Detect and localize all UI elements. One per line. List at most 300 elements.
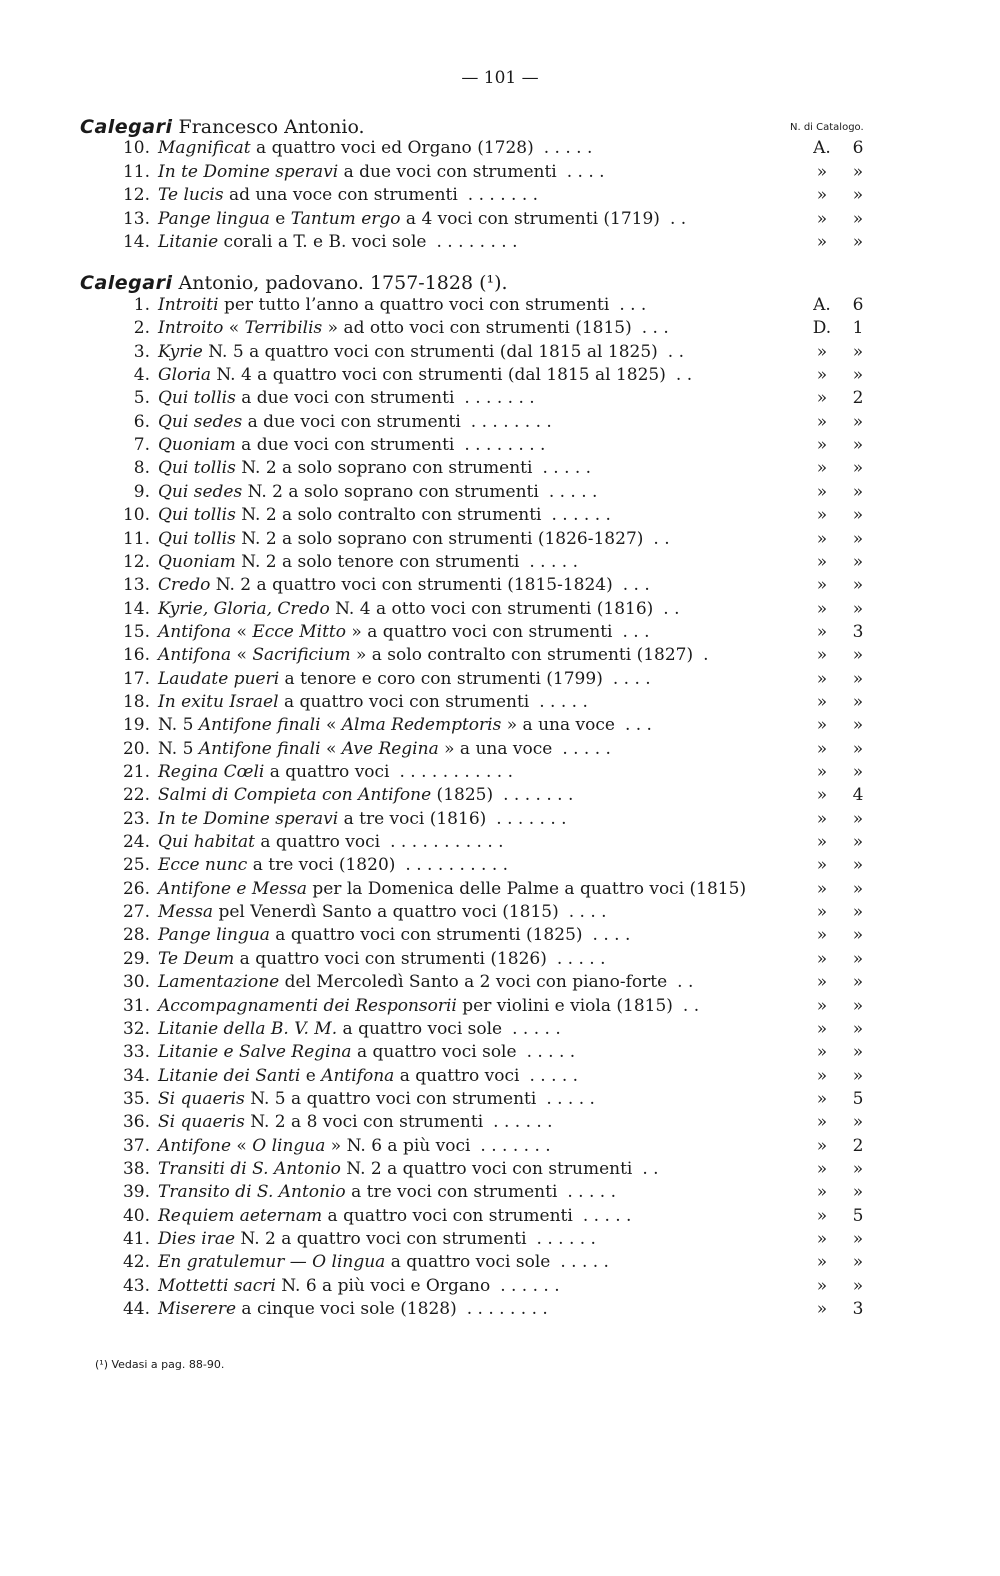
catalog-number: » <box>852 1112 864 1133</box>
leader-dots: . . . . . <box>582 1205 632 1226</box>
entry-title-italic: Mottetti sacri <box>158 1275 276 1296</box>
entry-title <box>158 138 592 158</box>
leader-dots: . . . . . . . . <box>464 435 546 456</box>
leader-dots: . . . . . <box>556 948 606 969</box>
entry-title-italic: Antifona <box>158 645 232 666</box>
entry-title <box>158 949 606 969</box>
leader-dots: . . . . <box>566 161 605 182</box>
list-item <box>0 342 1000 365</box>
catalog-letter: » <box>816 1205 828 1226</box>
entry-number: 13. <box>122 208 150 229</box>
entry-title-text: e <box>269 208 291 229</box>
list-item <box>0 762 1000 785</box>
footnote: (¹) Vedasi a pag. 88-90. <box>95 1358 225 1371</box>
entry-title-italic: Transiti di S. Antonio <box>158 1158 341 1179</box>
list-item <box>0 785 1000 808</box>
entry-title-italic: Kyrie <box>158 341 203 362</box>
entry-title-text: a quattro voci <box>394 1065 520 1086</box>
entry-title <box>158 162 605 182</box>
entry-number: 37. <box>122 1135 150 1156</box>
catalog-letter: » <box>816 365 828 386</box>
catalog-number: » <box>852 1065 864 1086</box>
entry-title <box>158 1066 578 1086</box>
list-item <box>0 295 1000 318</box>
catalog-number: » <box>852 855 864 876</box>
entry-title-italic: Transito di S. Antonio <box>158 1182 346 1203</box>
list-item <box>0 879 1000 902</box>
list-item <box>0 855 1000 878</box>
entry-title-text: » a una voce <box>438 738 553 759</box>
leader-dots: . . . . <box>592 925 631 946</box>
entry-title <box>158 209 686 229</box>
entry-title <box>158 1136 551 1156</box>
catalog-number: » <box>852 925 864 946</box>
catalog-letter: » <box>816 208 828 229</box>
entry-title <box>158 879 746 899</box>
catalog-number: » <box>852 668 864 689</box>
entry-title-text: a quattro voci sole <box>385 1252 551 1273</box>
entry-number: 3. <box>133 341 150 362</box>
catalog-letter: » <box>816 855 828 876</box>
entry-title-italic: Dies irae <box>158 1229 236 1249</box>
entry-title <box>158 1182 616 1202</box>
leader-dots: . . . . . <box>546 1088 595 1109</box>
entry-title-text: a due voci con strumenti <box>338 161 557 182</box>
entry-title-italic: Litanie <box>158 232 219 252</box>
entry-title-text: N. 5 <box>158 715 199 736</box>
list-item <box>0 1112 1000 1135</box>
entry-title-italic: Sacrificium <box>252 645 351 666</box>
leader-dots: . . . . . <box>567 1182 617 1203</box>
entry-number: 14. <box>122 598 150 619</box>
entry-title-italic: Ave Regina <box>341 738 439 759</box>
entry-title-italic: Litanie e Salve Regina <box>158 1042 352 1063</box>
catalog-number: » <box>852 808 864 829</box>
entry-number: 10. <box>122 505 150 526</box>
catalog-letter: » <box>816 1252 828 1273</box>
entry-title-italic: O lingua <box>252 1135 326 1156</box>
entry-number: 10. <box>122 138 150 158</box>
entry-title-italic: Antifone e Messa <box>158 878 307 899</box>
catalog-number: 6 <box>852 138 864 158</box>
entry-number: 19. <box>122 715 150 736</box>
entry-title-italic: Introiti <box>158 295 219 315</box>
entry-title-text: a tenore e coro con strumenti (1799) <box>279 668 603 689</box>
catalog-number: » <box>852 832 864 853</box>
catalog-letter: » <box>816 972 828 993</box>
catalog-number: » <box>852 1042 864 1063</box>
entry-title <box>158 669 651 689</box>
catalog-number: » <box>852 208 864 229</box>
catalog-letter: » <box>816 1299 828 1320</box>
list-item <box>0 505 1000 528</box>
leader-dots: . . . . . . <box>500 1275 560 1296</box>
entry-title-italic: Quoniam <box>158 435 236 456</box>
entry-title-italic: Regina Cœli <box>158 762 265 782</box>
catalog-letter: » <box>816 1042 828 1063</box>
list-item <box>0 435 1000 458</box>
entry-number: 28. <box>122 925 150 946</box>
catalog-letter: » <box>816 1018 828 1039</box>
entry-title-text: » a solo contralto con strumenti (1827) <box>350 645 694 666</box>
heading-rest: Francesco Antonio. <box>172 116 365 138</box>
leader-dots: . . <box>675 365 693 386</box>
entry-number: 21. <box>122 762 150 782</box>
catalog-letter: » <box>816 458 828 479</box>
entry-title-italic: Ecce nunc <box>158 855 248 876</box>
catalog-letter: » <box>816 902 828 923</box>
entry-title <box>158 458 591 478</box>
entry-number: 26. <box>122 878 150 899</box>
entry-title-text: » ad otto voci con strumenti (1815) <box>322 318 632 339</box>
leader-dots: . . . . . . . . . . . <box>399 762 513 782</box>
entry-title-text: del Mercoledì Santo a 2 voci con piano-forte <box>279 972 668 993</box>
entry-title-text: » a una voce <box>501 715 615 736</box>
catalog-number: » <box>852 902 864 923</box>
entry-number: 8. <box>133 458 150 479</box>
entry-title-italic: Requiem aeternam <box>158 1205 323 1226</box>
entry-title-italic: Si quaeris <box>158 1088 245 1109</box>
entry-title <box>158 1252 609 1272</box>
entry-title-italic: Antifone finali <box>198 738 321 759</box>
catalog-number: » <box>852 575 864 596</box>
entry-title-text: pel Venerdì Santo a quattro voci (1815) <box>213 902 559 923</box>
entry-number: 40. <box>122 1205 150 1226</box>
catalog-letter: » <box>816 995 828 1016</box>
list-item <box>0 482 1000 505</box>
entry-title-text: per violini e viola (1815) <box>456 995 673 1016</box>
catalog-letter: » <box>816 435 828 456</box>
entry-title-text: per la Domenica delle Palme a quattro voci (1815) <box>306 878 747 899</box>
entry-title-italic: In te Domine speravi <box>158 161 339 182</box>
entry-title-text: a quattro voci con strumenti <box>322 1205 573 1226</box>
list-item <box>0 925 1000 948</box>
entry-title-text: N. 2 a solo tenore con strumenti <box>235 551 520 572</box>
entry-number: 42. <box>122 1252 150 1273</box>
entry-number: 1. <box>133 295 150 315</box>
entry-title-italic: Ecce Mitto <box>252 621 346 642</box>
entry-title <box>158 342 684 362</box>
leader-dots: . . . . . <box>548 481 598 502</box>
entry-number: 9. <box>133 481 150 502</box>
entry-title <box>158 388 535 408</box>
catalog-letter: D. <box>812 318 832 339</box>
entry-title-italic: Antifona <box>158 621 232 642</box>
entry-title-italic: Qui tollis <box>158 528 236 549</box>
entry-number: 7. <box>133 435 150 456</box>
list-item <box>0 209 1000 232</box>
entry-title <box>158 785 573 805</box>
entry-title-italic: Kyrie, Gloria, Credo <box>158 598 330 619</box>
leader-dots: . . . . . . . <box>464 388 535 409</box>
entry-title <box>158 482 597 502</box>
entry-title-italic: Te Deum <box>158 948 235 969</box>
list-item <box>0 575 1000 598</box>
leader-dots: . . <box>642 1158 659 1179</box>
catalog-number: » <box>852 645 864 666</box>
leader-dots: . . <box>653 528 670 549</box>
entry-title-italic: Litanie dei Santi <box>158 1065 301 1086</box>
leader-dots: . . . . . . <box>493 1112 553 1133</box>
entry-title-italic: Qui tollis <box>158 458 236 479</box>
entry-number: 12. <box>122 185 150 205</box>
entry-title-italic: Antifona <box>321 1065 395 1086</box>
leader-dots: . <box>703 645 709 666</box>
heading-rest: Antonio, padovano. 1757-1828 (¹). <box>172 272 508 294</box>
entry-title-italic: Magnificat <box>158 138 251 158</box>
leader-dots: . . . . . <box>542 458 592 479</box>
entry-title <box>158 1276 560 1296</box>
leader-dots: . . . . . <box>526 1042 576 1063</box>
page-number: — 101 — <box>461 68 539 88</box>
catalog-number: » <box>852 458 864 479</box>
entry-title-italic: Qui sedes <box>158 411 243 432</box>
entry-title <box>158 1042 575 1062</box>
leader-dots: . . . <box>641 318 669 339</box>
entry-title-text: N. 2 a solo contralto con strumenti <box>235 505 542 526</box>
entry-number: 15. <box>122 621 150 642</box>
entry-number: 35. <box>122 1088 150 1109</box>
entry-title-text: a due voci con strumenti <box>235 388 455 409</box>
catalog-number: 5 <box>852 1205 864 1226</box>
catalog-letter: » <box>816 621 828 642</box>
catalog-letter: A. <box>813 295 831 315</box>
catalog-number: » <box>852 1229 864 1249</box>
entry-title-text: a quattro voci <box>254 832 381 853</box>
entry-number: 14. <box>122 232 150 252</box>
entry-number: 11. <box>122 161 150 182</box>
catalog-number: 2 <box>852 1135 864 1156</box>
list-item <box>0 1089 1000 1112</box>
entry-title-text: « <box>320 715 342 736</box>
entry-title-text: a quattro voci sole <box>351 1042 517 1063</box>
entry-title-text: corali a T. e B. voci sole <box>218 232 427 252</box>
entry-number: 25. <box>122 855 150 876</box>
entry-number: 27. <box>122 902 150 923</box>
entry-title-italic: Alma Redemptoris <box>341 715 502 736</box>
list-item <box>0 715 1000 738</box>
catalog-number: » <box>852 365 864 386</box>
entry-title-italic: In exitu Israel <box>158 691 279 712</box>
entry-title-italic: Credo <box>158 575 211 596</box>
entry-number: 16. <box>122 645 150 666</box>
entry-title <box>158 505 611 525</box>
catalog-number: » <box>852 1252 864 1273</box>
entry-title-text: « <box>231 645 253 666</box>
entry-title-text: a tre voci con strumenti <box>345 1182 558 1203</box>
entry-title-text: N. 5 a quattro voci con strumenti <box>244 1088 537 1109</box>
entry-title <box>158 809 567 829</box>
catalog-number: » <box>852 598 864 619</box>
entry-title-text: a due voci con strumenti <box>242 411 461 432</box>
catalog-number: » <box>852 995 864 1016</box>
list-item <box>0 1136 1000 1159</box>
leader-dots: . . . . <box>612 668 651 689</box>
leader-dots: . . . . . . <box>551 505 611 526</box>
entry-title-italic: Accompagnamenti dei Responsorii <box>158 995 457 1016</box>
catalog-letter: » <box>816 505 828 526</box>
catalog-letter: » <box>816 878 828 899</box>
entry-title-italic: Pange lingua <box>158 208 270 229</box>
entry-title-text: a quattro voci ed Organo (1728) <box>250 138 534 158</box>
entry-title-text: per tutto l’anno a quattro voci con strumenti <box>218 295 610 315</box>
entry-title <box>158 622 650 642</box>
entry-number: 17. <box>122 668 150 689</box>
entry-title <box>158 1019 561 1039</box>
catalog-letter: » <box>816 948 828 969</box>
catalog-letter: » <box>816 1158 828 1179</box>
catalog-number: » <box>852 762 864 782</box>
entry-title-text: N. 4 a quattro voci con strumenti (dal 1815 al 1825) <box>210 365 666 386</box>
catalog-letter: » <box>816 1182 828 1203</box>
catalog-letter: » <box>816 1275 828 1296</box>
list-item <box>0 365 1000 388</box>
list-item <box>0 809 1000 832</box>
entry-title-text: N. 2 a solo soprano con strumenti (1826-1827) <box>235 528 644 549</box>
entry-number: 20. <box>122 738 150 759</box>
catalog-letter: » <box>816 645 828 666</box>
entry-title-italic: Pange lingua <box>158 925 270 946</box>
catalog-number: 1 <box>852 318 864 339</box>
entry-title-text: » N. 6 a più voci <box>325 1135 471 1156</box>
entry-title-italic: Qui tollis <box>158 505 236 526</box>
entry-number: 33. <box>122 1042 150 1063</box>
entry-title-text: N. 5 <box>158 738 199 759</box>
entry-title-text: a 4 voci con strumenti (1719) <box>400 208 660 229</box>
catalog-number: » <box>852 1018 864 1039</box>
entry-title-text: a tre voci (1816) <box>338 808 487 829</box>
entry-title <box>158 855 508 875</box>
entry-title-italic: Antifone finali <box>198 715 321 736</box>
list-item <box>0 529 1000 552</box>
entry-title-text: « <box>231 1135 253 1156</box>
entry-title-text: (1825) <box>431 785 494 806</box>
catalog-number: » <box>852 551 864 572</box>
entry-title-italic: Qui tollis <box>158 388 236 409</box>
list-item <box>0 1276 1000 1299</box>
list-item <box>0 669 1000 692</box>
catalog-number: » <box>852 1158 864 1179</box>
entry-title-text: N. 4 a otto voci con strumenti (1816) <box>329 598 654 619</box>
list-item <box>0 1159 1000 1182</box>
entry-number: 13. <box>122 575 150 596</box>
entry-number: 39. <box>122 1182 150 1203</box>
entry-title <box>158 996 699 1016</box>
leader-dots: . . . . . <box>512 1018 561 1039</box>
catalog-number: 5 <box>852 1088 864 1109</box>
catalog-number: » <box>852 1182 864 1203</box>
catalog-number: » <box>852 948 864 969</box>
catalog-letter: » <box>816 575 828 596</box>
catalog-letter: » <box>816 481 828 502</box>
entry-number: 11. <box>122 528 150 549</box>
entry-number: 44. <box>122 1299 150 1320</box>
entry-title-italic: Gloria <box>158 365 211 386</box>
list-item <box>0 552 1000 575</box>
entry-title <box>158 925 630 945</box>
entry-number: 24. <box>122 832 150 853</box>
entry-title <box>158 318 669 338</box>
entry-title <box>158 435 545 455</box>
catalog-letter: » <box>816 715 828 736</box>
entry-number: 6. <box>133 411 150 432</box>
entry-title <box>158 902 607 922</box>
catalog-number: » <box>852 505 864 526</box>
catalog-letter: » <box>816 691 828 712</box>
entry-title-text: N. 6 a più voci e Organo <box>275 1275 491 1296</box>
list-item <box>0 1066 1000 1089</box>
list-item <box>0 1182 1000 1205</box>
list-item <box>0 599 1000 622</box>
list-item <box>0 232 1000 255</box>
entry-title-text: N. 2 a solo soprano con strumenti <box>235 458 533 479</box>
catalog-letter: » <box>816 1065 828 1086</box>
leader-dots: . . <box>677 972 694 993</box>
entry-title-italic: Qui sedes <box>158 481 243 502</box>
entry-title-text: a quattro voci con strumenti (1826) <box>234 948 547 969</box>
entry-number: 22. <box>122 785 150 806</box>
entry-title <box>158 529 670 549</box>
entry-title <box>158 762 513 782</box>
leader-dots: . . . <box>619 295 647 315</box>
entry-title <box>158 1229 596 1249</box>
list-item <box>0 692 1000 715</box>
list-item <box>0 162 1000 185</box>
catalog-number: » <box>852 411 864 432</box>
entry-title-text: a quattro voci <box>264 762 390 782</box>
catalog-number: 3 <box>852 1299 864 1320</box>
entry-title-text: N. 2 a quattro voci con strumenti <box>235 1229 527 1249</box>
entry-number: 2. <box>133 318 150 339</box>
entry-title-text: N. 2 a quattro voci con strumenti (1815-1824) <box>210 575 613 596</box>
entry-number: 4. <box>133 365 150 386</box>
list-item <box>0 318 1000 341</box>
catalog-letter: » <box>816 388 828 409</box>
list-item <box>0 185 1000 208</box>
list-item <box>0 739 1000 762</box>
list-item <box>0 1229 1000 1252</box>
leader-dots: . . . <box>624 715 652 736</box>
entry-title-italic: Lamentazione <box>158 972 280 993</box>
leader-dots: . . . . . <box>529 1065 579 1086</box>
entry-title-text: « <box>231 621 253 642</box>
list-item <box>0 645 1000 668</box>
entry-title-italic: Litanie della B. V. M. <box>158 1018 338 1039</box>
catalog-number: » <box>852 161 864 182</box>
leader-dots: . . <box>669 208 687 229</box>
list-item <box>0 1252 1000 1275</box>
catalog-letter: » <box>816 1135 828 1156</box>
leader-dots: . . . . . . <box>536 1229 596 1249</box>
catalog-letter: » <box>816 925 828 946</box>
entry-title <box>158 599 680 619</box>
catalog-letter: » <box>816 1088 828 1109</box>
entry-number: 34. <box>122 1065 150 1086</box>
catalog-letter: » <box>816 785 828 806</box>
catalog-letter: » <box>816 668 828 689</box>
list-item <box>0 949 1000 972</box>
entry-number: 29. <box>122 948 150 969</box>
entry-title-italic: Si quaeris <box>158 1112 245 1133</box>
entry-number: 41. <box>122 1229 150 1249</box>
leader-dots: . . . <box>622 575 650 596</box>
leader-dots: . . . . . <box>560 1252 609 1273</box>
entry-title-text: N. 2 a solo soprano con strumenti <box>242 481 539 502</box>
entry-title <box>158 1112 553 1132</box>
leader-dots: . . . . . <box>539 691 588 712</box>
catalog-letter: » <box>816 528 828 549</box>
entry-number: 32. <box>122 1018 150 1039</box>
